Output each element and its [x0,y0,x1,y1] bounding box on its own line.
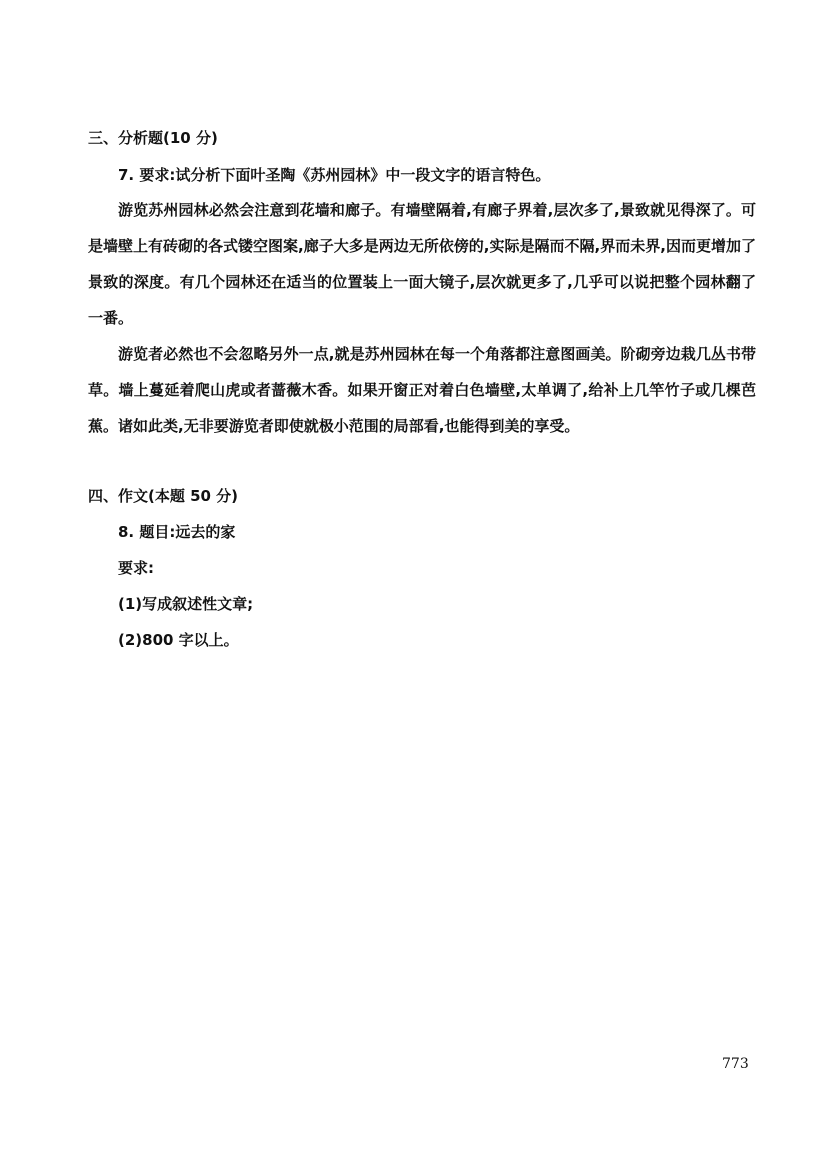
page-number: 773 [722,1056,749,1072]
question-8-topic: 8. 题目:远去的家 [118,523,236,541]
passage-paragraph-1: 游览苏州园林必然会注意到花墙和廊子。有墙壁隔着,有廊子界着,层次多了,景致就见得深了。可是墙壁上有砖砌的各式镂空图案,廊子大多是两边无所依傍的,实际是隔而不隔,界而未界,因而更增加了景致的深度。有几个园林还在适当的位置装上一面大镜子,层次就更多了,几乎可以说把整个园林翻了一番。 [88,201,756,327]
requirement-item-2: (2)800 字以上。 [118,631,239,649]
question-7-prompt: 7. 要求:试分析下面叶圣陶《苏州园林》中一段文字的语言特色。 [118,166,551,184]
passage-paragraph-2: 游览者必然也不会忽略另外一点,就是苏州园林在每一个角落都注意图画美。阶砌旁边栽几丛书带草。墙上蔓延着爬山虎或者蔷薇木香。如果开窗正对着白色墙壁,太单调了,给补上几竿竹子或几棵芭蕉。诸如此类,无非要游览者即使就极小范围的局部看,也能得到美的享受。 [88,345,756,435]
requirements-label: 要求: [118,559,154,577]
requirement-item-1: (1)写成叙述性文章; [118,595,254,613]
section-4-heading: 四、作文(本题 50 分) [88,487,239,505]
section-3-heading: 三、分析题(10 分) [88,129,218,147]
